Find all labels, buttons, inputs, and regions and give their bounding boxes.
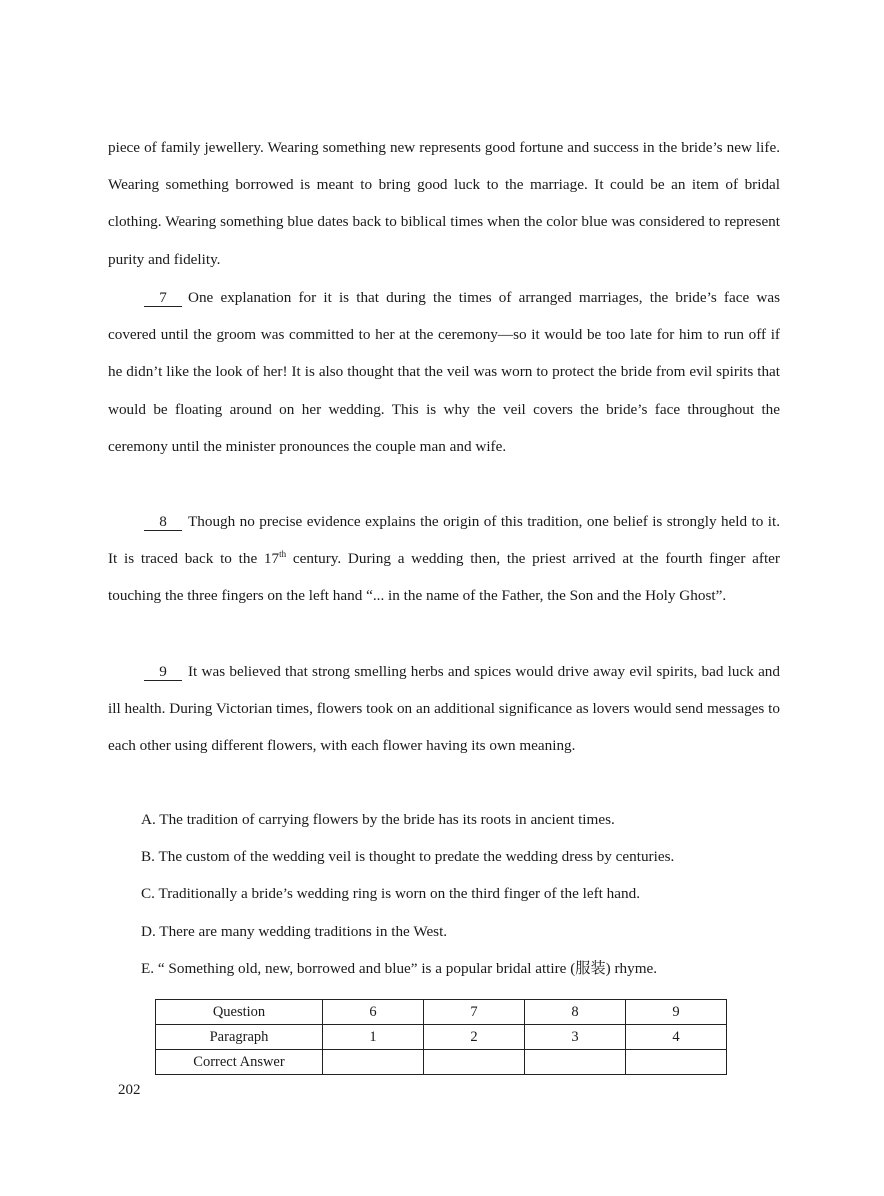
paragraph-4-text: It was believed that strong smelling herbs and spices would drive away evil spirits, bad luck and ill health. During Victorian times, flowers took on an additional significance as lovers would send messages to each other using different flowers, with each flower having its own meaning. <box>108 663 780 755</box>
answer-cell[interactable] <box>626 1050 727 1075</box>
option-a: A. The tradition of carrying flowers by the bride has its roots in ancient times. <box>141 811 615 828</box>
option-d: D. There are many wedding traditions in the West. <box>141 922 448 940</box>
paragraph-2-text: One explanation for it is that during the times of arranged marriages, the bride’s face was covered until the groom was committed to her at the ceremony—so it would be too late for him to run off if he didn’t like the look of her! It is also thought that the veil was worn to protect the bride from evil spirits that would be floating around on her wedding. This is why the veil covers the bride’s face throughout the ceremony until the minister pronounces the couple man and wife. <box>108 289 780 455</box>
page-number: 202 <box>118 1082 141 1098</box>
row-label-question: Question <box>156 1000 323 1025</box>
paragraph-2 <box>108 279 780 465</box>
row-label-correct-answer: Correct Answer <box>156 1050 323 1075</box>
paragraph-cell: 1 <box>323 1025 424 1050</box>
question-cell: 6 <box>323 1000 424 1025</box>
row-label-paragraph: Paragraph <box>156 1025 323 1050</box>
paragraph-1: piece of family jewellery. Wearing something new represents good fortune and success in the bride’s new life. Wearing something borrowed is meant to bring good luck to the marriage. It could be an item of bridal clothing. Wearing something blue dates back to biblical times when the color blue was considered to represent purity and fidelity. <box>108 139 780 268</box>
table-row-paragraph <box>156 1025 727 1050</box>
option-b: B. The custom of the wedding veil is thought to predate the wedding dress by centuries. <box>141 848 675 866</box>
paragraph-3 <box>108 503 780 615</box>
option-e: E. “ Something old, new, borrowed and blue” is a popular bridal attire (服装) rhyme. <box>141 959 658 977</box>
blank-7: 7 <box>144 290 182 307</box>
answer-cell[interactable] <box>424 1050 525 1075</box>
paragraph-4 <box>108 653 780 765</box>
paragraph-3-text-b: century. During a wedding then, the priest arrived at the fourth finger after touching the three fingers on the left hand “... in the name of the Father, the Son and the Holy Ghost”. <box>108 550 780 605</box>
answer-table <box>155 999 727 1075</box>
question-cell: 9 <box>626 1000 727 1025</box>
question-cell: 7 <box>424 1000 525 1025</box>
question-cell: 8 <box>525 1000 626 1025</box>
answer-cell[interactable] <box>525 1050 626 1075</box>
table-row-correct-answer <box>156 1050 727 1075</box>
paragraph-cell: 2 <box>424 1025 525 1050</box>
answer-options <box>141 801 791 987</box>
blank-8: 8 <box>144 514 182 531</box>
paragraph-cell: 3 <box>525 1025 626 1050</box>
answer-cell[interactable] <box>323 1050 424 1075</box>
blank-9: 9 <box>144 664 182 681</box>
paragraph-3-text-a: Though no precise evidence explains the origin of this tradition, one belief is strongly held to it. It is traced back to the 17 <box>108 513 780 568</box>
option-c: C. Traditionally a bride’s wedding ring is worn on the third finger of the left hand. <box>141 885 640 903</box>
table-row-question <box>156 1000 727 1025</box>
paragraph-cell: 4 <box>626 1025 727 1050</box>
superscript-th: th <box>279 549 287 560</box>
